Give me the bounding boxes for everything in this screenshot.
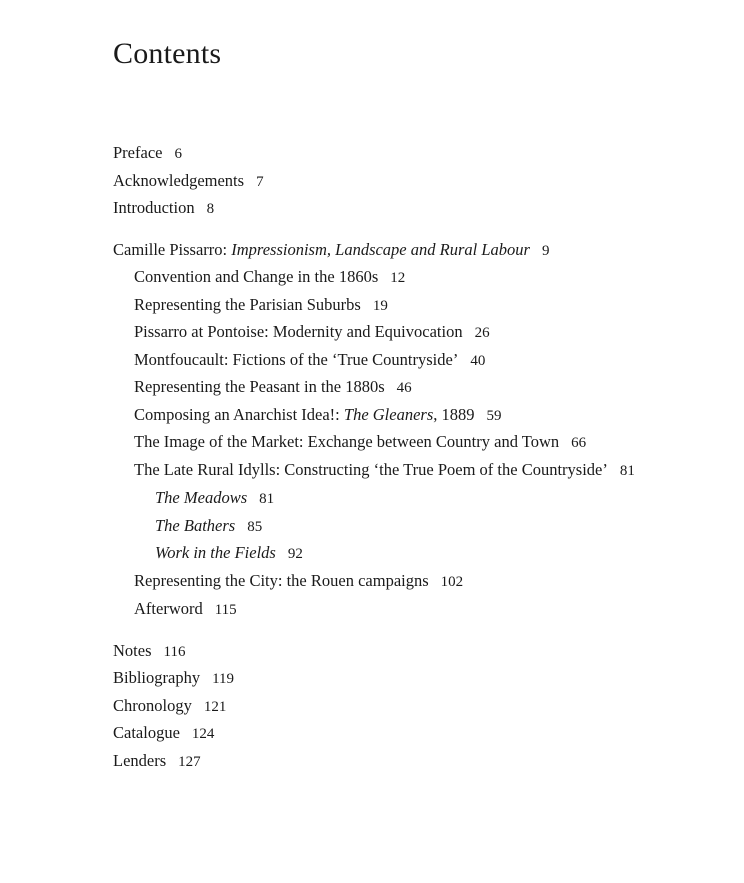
toc-entry-label-italic: Impressionism, Landscape and Rural Labour [231,240,530,259]
toc-section[interactable] [134,460,635,481]
toc-section[interactable] [134,377,412,398]
toc-entry-label: Representing the City: the Rouen campaigns [134,571,429,590]
toc-entry-label: The Late Rural Idylls: Constructing ‘the True Poem of the Countryside’ [134,460,608,479]
toc-page-number: 92 [287,546,303,562]
toc-page-number: 8 [206,201,215,217]
toc-entry-label: The Image of the Market: Exchange between Country and Town [134,432,560,451]
toc-page-number: 116 [163,644,186,660]
toc-entry-label: Representing the Peasant in the 1880s [134,377,385,396]
toc-entry-label: Introduction [113,198,195,217]
toc-subsection[interactable] [155,543,303,564]
toc-page-number: 6 [174,146,182,162]
toc-page-number: 119 [212,671,235,687]
toc-page-number: 85 [247,519,263,535]
toc-entry-label: Bibliography [113,668,201,687]
toc-section[interactable] [134,295,388,316]
toc-entry-label: Notes [113,641,152,660]
toc-entry-preface[interactable] [113,143,182,164]
toc-entry-label-suffix: , 1889 [433,405,475,424]
toc-entry-label: Acknowledgements [113,171,245,190]
toc-entry-label: Afterword [134,599,203,618]
toc-page-number: 46 [396,380,412,396]
toc-entry-label: Preface [113,143,163,162]
toc-page-number: 121 [203,699,227,715]
toc-entry-label: The Bathers [155,516,236,535]
toc-section[interactable] [134,571,463,592]
toc-entry-label-prefix: Composing an Anarchist Idea!: [134,405,344,424]
toc-section[interactable] [134,350,485,371]
toc-page-number: 40 [470,353,486,369]
toc-page-number: 124 [191,726,215,742]
toc-entry-main-chapter[interactable] [113,240,549,261]
toc-entry-acknowledgements[interactable] [113,171,264,192]
toc-entry-label: Pissarro at Pontoise: Modernity and Equivocation [134,322,463,341]
toc-page-number: 26 [474,325,490,341]
toc-page-number: 12 [390,270,406,286]
toc-section[interactable] [134,599,237,620]
toc-subsection[interactable] [155,516,262,537]
toc-page-number: 81 [259,491,275,507]
toc-page-number: 19 [372,298,388,314]
toc-page-number: 59 [486,408,502,424]
toc-entry-label: Work in the Fields [155,543,276,562]
toc-entry-label: Lenders [113,751,167,770]
page-title: Contents [113,37,222,70]
toc-entry-chronology[interactable] [113,696,226,717]
toc-entry-lenders[interactable] [113,751,201,772]
toc-entry-label-italic: The Gleaners [343,405,434,424]
toc-page-number: 81 [619,463,635,479]
toc-section[interactable] [134,267,405,288]
toc-page-number: 66 [571,435,587,451]
toc-section[interactable] [134,432,586,453]
toc-entry-label: Catalogue [113,723,180,742]
toc-entry-label: Montfoucault: Fictions of the ‘True Countryside’ [134,350,459,369]
toc-entry-label-prefix: Camille Pissarro: [113,240,232,259]
toc-entry-label: The Meadows [155,488,248,507]
toc-entry-label: Chronology [113,696,192,715]
toc-page-number: 115 [214,602,237,618]
toc-entry-catalogue[interactable] [113,723,214,744]
toc-page-number: 102 [440,574,464,590]
toc-entry-label: Convention and Change in the 1860s [134,267,379,286]
toc-section[interactable] [134,322,490,343]
toc-page-number: 9 [541,243,550,259]
toc-subsection[interactable] [155,488,274,509]
toc-entry-notes[interactable] [113,641,185,662]
toc-entry-bibliography[interactable] [113,668,234,689]
toc-section[interactable] [134,405,502,426]
toc-entry-label: Representing the Parisian Suburbs [134,295,361,314]
toc-page-number: 7 [256,174,264,190]
toc-page-number: 127 [178,754,201,770]
toc-entry-introduction[interactable] [113,198,214,219]
